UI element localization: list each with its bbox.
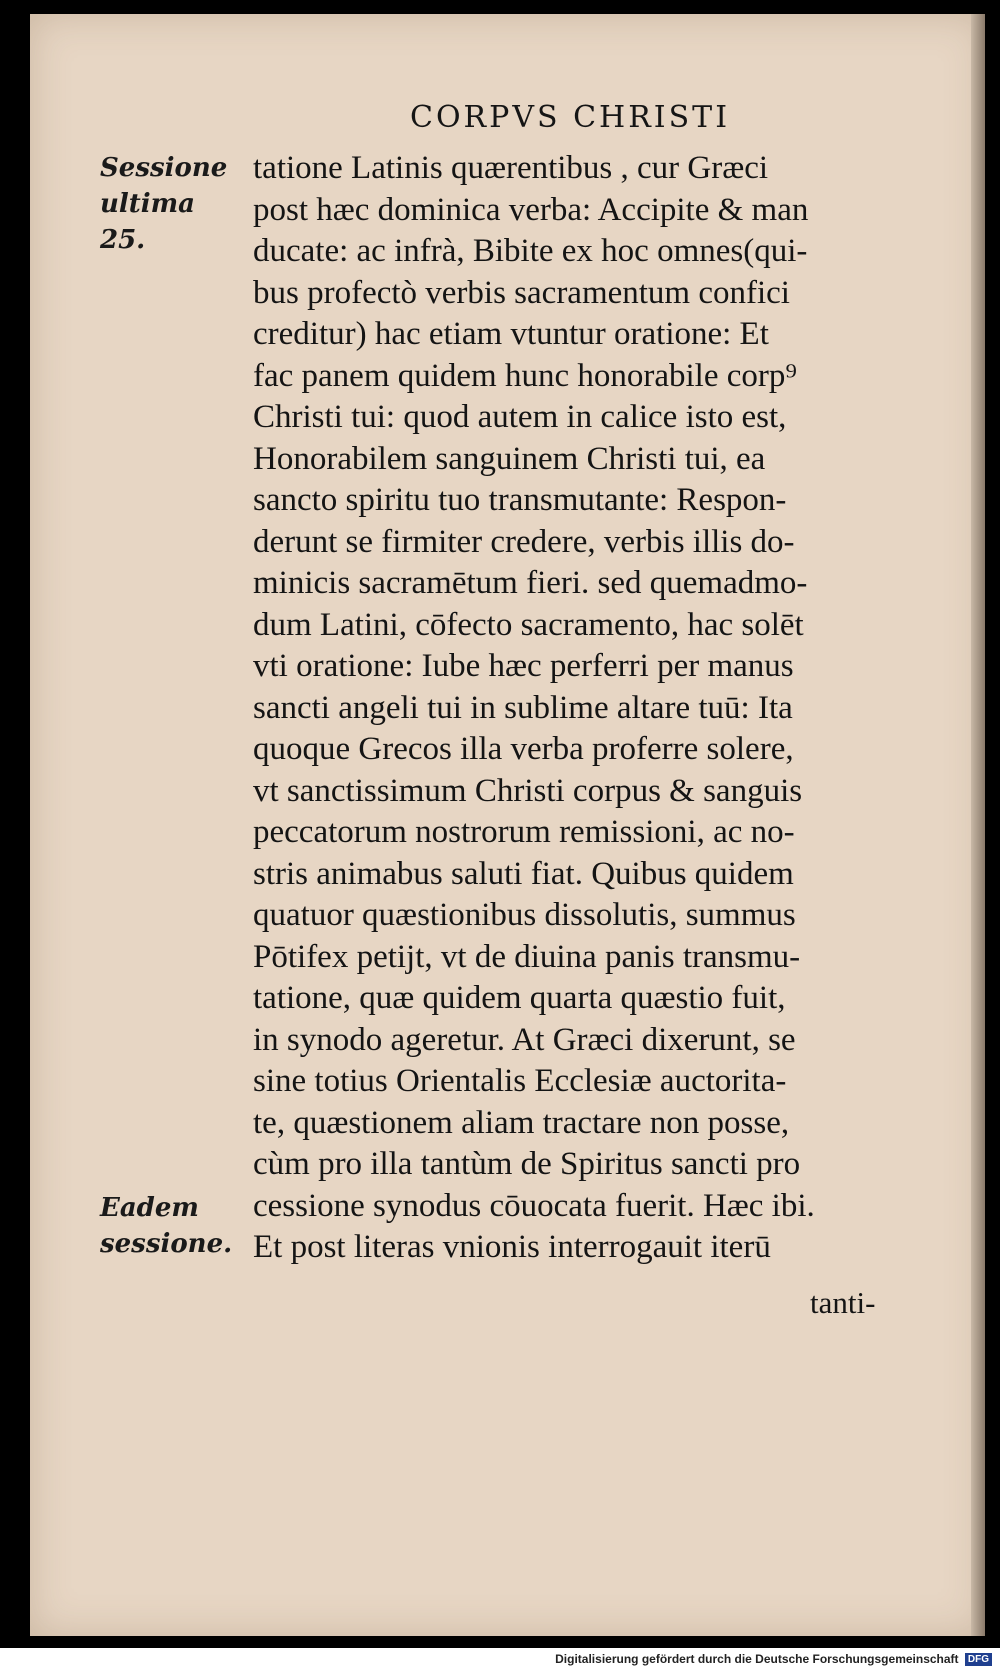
- text-line: post hæc dominica verba: Accipite & man: [253, 191, 809, 228]
- text-line: vti oratione: Iube hæc perferri per manus: [253, 648, 794, 684]
- text-line: Et post literas vnionis interrogauit iterū: [253, 1229, 771, 1265]
- text-line: fac panem quidem hunc honorabile corp⁹: [253, 357, 797, 394]
- text-line: sancto spiritu tuo transmutante: Respon-: [253, 482, 787, 518]
- text-line: derunt se firmiter credere, verbis illis do-: [253, 523, 795, 560]
- text-line: te, quæstionem aliam tractare non posse,: [253, 1104, 790, 1141]
- catchword: tanti-: [810, 1285, 876, 1320]
- credit-text: Digitalisierung gefördert durch die Deutsche Forschungsgemeinschaft: [555, 1652, 959, 1666]
- margin-note-line: sessione.: [100, 1229, 233, 1259]
- text-line: dum Latini, cōfecto sacramento, hac solēt: [253, 606, 804, 643]
- margin-note-line: Eadem: [100, 1193, 199, 1223]
- margin-note-eadem-sessione: [100, 1190, 240, 1262]
- digitization-credit: [555, 1652, 992, 1666]
- text-line: minicis sacramētum fieri. sed quemadmo-: [253, 565, 808, 601]
- text-line: cessione synodus cōuocata fuerit. Hæc ibi.: [253, 1187, 815, 1224]
- margin-note-sessione-ultima: [100, 150, 240, 258]
- text-line: sancti angeli tui in sublime altare tuū: Ita: [253, 689, 793, 726]
- text-line: vt sanctissimum Christi corpus & sanguis: [253, 772, 803, 809]
- text-line: cùm pro illa tantùm de Spiritus sancti pro: [253, 1146, 801, 1182]
- margin-note-line: ultima: [100, 189, 196, 219]
- body-text: [253, 148, 903, 1269]
- text-line: bus profectò verbis sacramentum confici: [253, 274, 790, 311]
- text-line: peccatorum nostrorum remissioni, ac no-: [253, 814, 795, 850]
- margin-note-line: Sessione: [100, 153, 228, 183]
- text-line: tatione, quæ quidem quarta quæstio fuit,: [253, 980, 786, 1016]
- page-edge: [971, 14, 985, 1636]
- text-line: quoque Grecos illa verba proferre solere,: [253, 731, 794, 767]
- text-line: creditur) hac etiam vtuntur oratione: Et: [253, 316, 769, 352]
- text-line: sine totius Orientalis Ecclesiæ auctorita-: [253, 1063, 787, 1099]
- text-line: tatione Latinis quærentibus , cur Græci: [253, 150, 769, 186]
- text-line: Honorabilem sanguinem Christi tui, ea: [253, 440, 766, 477]
- text-line: quatuor quæstionibus dissolutis, summus: [253, 897, 796, 933]
- text-line: Pōtifex petijt, vt de diuina panis transmu-: [253, 938, 801, 975]
- dfg-logo: DFG: [965, 1653, 992, 1666]
- running-title: CORPVS CHRISTI: [410, 100, 731, 135]
- text-line: in synodo ageretur. At Græci dixerunt, se: [253, 1021, 796, 1058]
- text-line: ducate: ac infrà, Bibite ex hoc omnes(qui-: [253, 233, 808, 269]
- text-line: Christi tui: quod autem in calice isto est,: [253, 399, 787, 435]
- text-line: stris animabus saluti fiat. Quibus quidem: [253, 855, 794, 892]
- margin-note-line: 25.: [100, 225, 146, 255]
